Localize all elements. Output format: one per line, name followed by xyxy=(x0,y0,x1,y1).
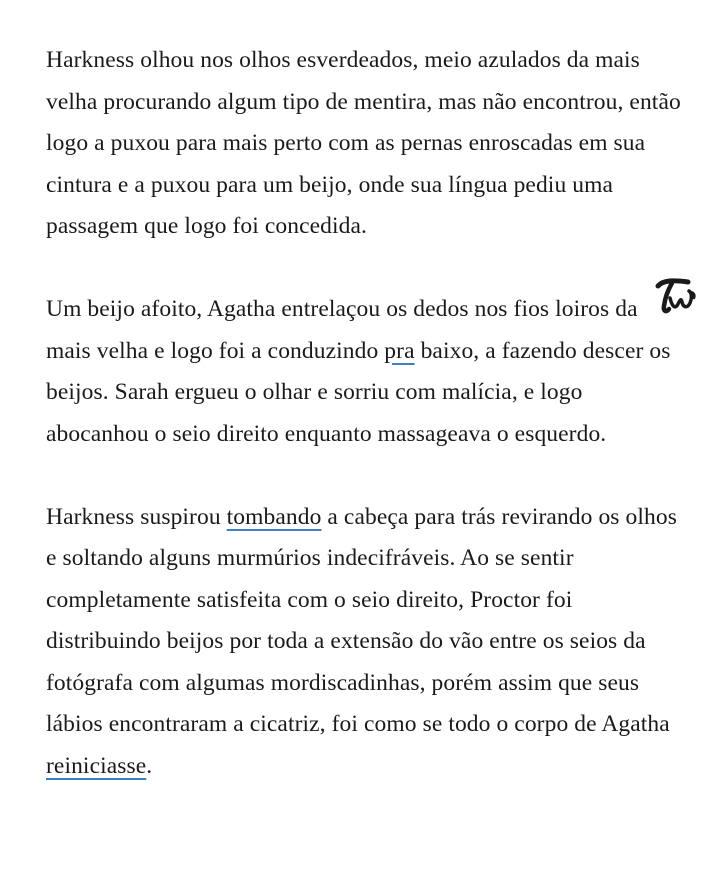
paragraph-2-text-before: Um beijo afoito, Agatha entrelaçou os dedos nos fios loiros da mais velha e logo foi a conduzindo xyxy=(46,296,638,364)
paragraph-3 xyxy=(46,497,686,788)
paragraph-2-text-after: baixo, a fazendo descer os beijos. Sarah ergueu o olhar e sorriu com malícia, e logo abocanhou o seio direito enquanto massageava o esquerdo. xyxy=(46,337,671,447)
paragraph-3-text-middle: a cabeça para trás revirando os olhos e soltando alguns murmúrios indecifráveis. Ao se sentir completamente satisfeita com o seio direito, Proctor foi distribuindo beijos por toda a extensão do vão entre os seios da fotógrafa com algumas mordiscadinhas, porém assim que seus lábios encontraram a cicatriz, foi como se todo o corpo de Agatha xyxy=(46,503,677,737)
paragraph-3-text-before: Harkness suspirou xyxy=(46,503,227,530)
paragraph-3-text-end: . xyxy=(146,752,153,779)
paragraph-1 xyxy=(46,40,686,248)
word-link-pra[interactable]: pra xyxy=(384,337,415,364)
story-text xyxy=(46,40,686,787)
paragraph-1-text: Harkness olhou nos olhos esverdeados, meio azulados da mais velha procurando algum tipo de mentira, mas não encontrou, então logo a puxou para mais perto com as pernas enroscadas em sua cintura e a puxou para um beijo, onde sua língua pediu uma passagem que logo foi concedida. xyxy=(46,47,681,239)
word-link-reiniciasse[interactable]: reiniciasse xyxy=(46,752,147,779)
paragraph-gap xyxy=(46,455,686,497)
word-link-tombando[interactable]: tombando xyxy=(226,503,322,530)
twice-logo-icon xyxy=(654,276,698,316)
paragraph-gap xyxy=(46,248,686,290)
paragraph-2 xyxy=(46,289,686,455)
